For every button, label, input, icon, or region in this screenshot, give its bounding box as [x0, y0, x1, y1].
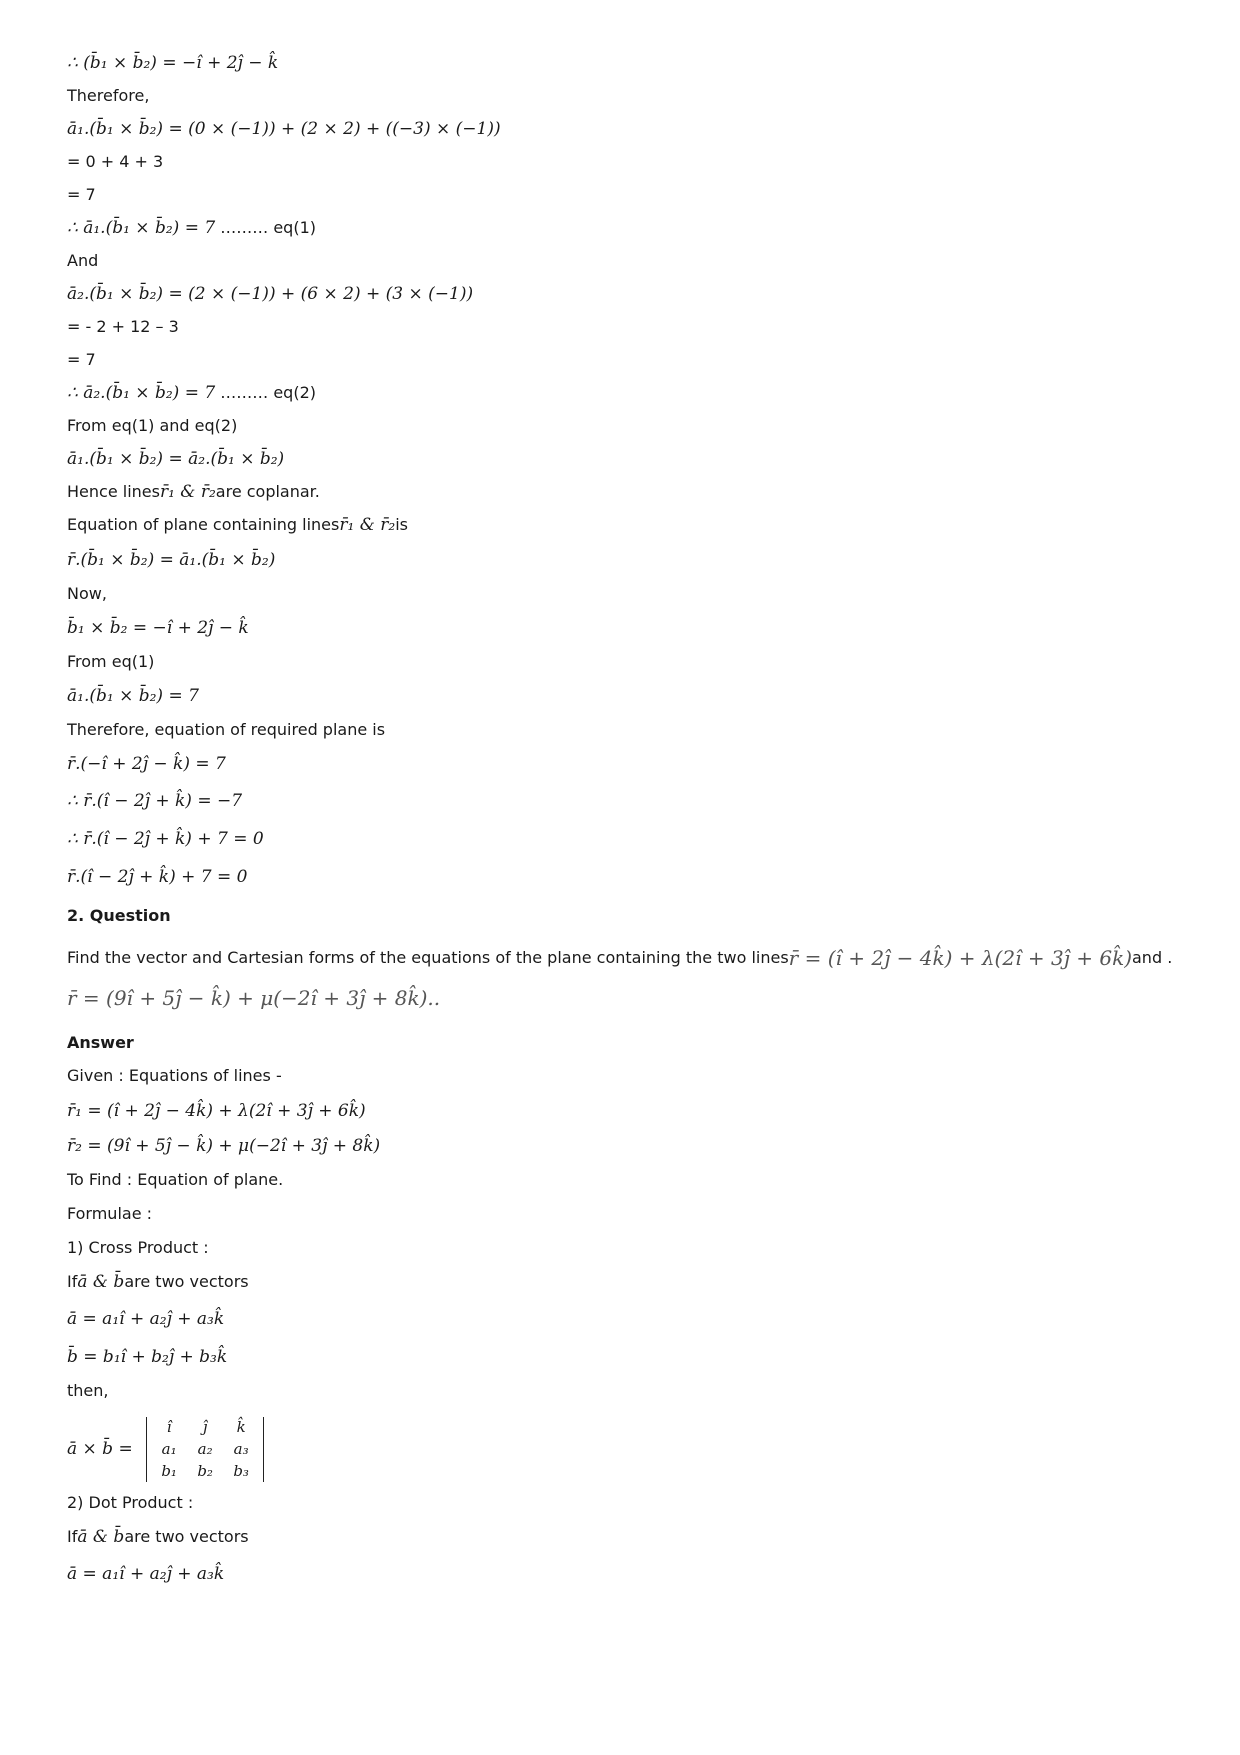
- text: Hence lines: [67, 482, 160, 501]
- matrix-cell: b₁: [161, 1461, 177, 1480]
- math-expression: r̄₁ = (î + 2ĵ − 4k̂) + λ(2î + 3ĵ + 6k̂): [67, 1101, 366, 1121]
- text-line: [67, 1492, 193, 1514]
- matrix-cell: a₃: [233, 1439, 249, 1458]
- matrix-cell: b₂: [197, 1461, 213, 1480]
- inline-math: r̄₁ & r̄₂: [339, 515, 396, 535]
- eq-label: ……… eq(2): [215, 383, 316, 402]
- eq-plane-general: [67, 549, 275, 571]
- text-line: [67, 151, 163, 173]
- text-line: [67, 481, 320, 503]
- text: Equation of plane containing lines: [67, 515, 340, 534]
- math-expression: r̄.(î − 2ĵ + k̂) + 7 = 0: [67, 867, 248, 887]
- line-2-expression: r̄ = (9î + 5ĵ − k̂) + μ(−2î + 3ĵ + 8k̂)..: [67, 986, 441, 1010]
- text-line: [67, 514, 408, 536]
- math-expression: ā = a₁î + a₂ĵ + a₃k̂: [67, 1564, 225, 1584]
- math-expression: ∴ r̄.(î − 2ĵ + k̂) = −7: [67, 791, 243, 811]
- text: is: [395, 515, 408, 534]
- text: = 7: [67, 185, 96, 204]
- eq-a1-value: [67, 685, 199, 707]
- math-expression: ā = a₁î + a₂ĵ + a₃k̂: [67, 1309, 225, 1329]
- determinant-matrix: [146, 1417, 264, 1482]
- text-line: [67, 349, 96, 371]
- eq-1: [67, 217, 316, 239]
- text-line: [67, 651, 154, 673]
- answer-heading: [67, 1032, 134, 1054]
- text: are two vectors: [124, 1272, 249, 1291]
- text: = - 2 + 12 – 3: [67, 317, 179, 336]
- eq-a1-dot: [67, 118, 501, 140]
- text: Now,: [67, 584, 107, 603]
- text: Therefore,: [67, 86, 150, 105]
- matrix-cell: k̂: [236, 1417, 246, 1436]
- eq-r1: [67, 1100, 366, 1122]
- eq-vector-a: [67, 1308, 224, 1330]
- eq-vector-a: [67, 1563, 224, 1585]
- question-line-2: [67, 987, 440, 1009]
- eq-vector-b: [67, 1346, 227, 1368]
- text: then,: [67, 1381, 109, 1400]
- heading: 2. Question: [67, 906, 171, 925]
- text: Therefore, equation of required plane is: [67, 720, 386, 739]
- matrix-cell: a₁: [161, 1439, 177, 1458]
- inline-math: r̄₁ & r̄₂: [159, 482, 216, 502]
- text-line: [67, 85, 149, 107]
- math-expression: ā₁.(b̄₁ × b̄₂) = ā₂.(b̄₁ × b̄₂): [67, 449, 285, 469]
- eq-b1-cross-b2: [67, 52, 278, 74]
- text: From eq(1): [67, 652, 155, 671]
- text-line: [67, 316, 179, 338]
- text: 1) Cross Product :: [67, 1238, 209, 1257]
- text: And: [67, 251, 99, 270]
- math-expression: b̄ = b₁î + b₂ĵ + b₃k̂: [67, 1347, 228, 1367]
- math-expression: r̄₂ = (9î + 5ĵ − k̂) + μ(−2î + 3ĵ + 8k̂): [67, 1136, 381, 1156]
- text: and .: [1132, 948, 1173, 967]
- text-line: [67, 415, 237, 437]
- text: To Find : Equation of plane.: [67, 1170, 284, 1189]
- inline-math: ā & b̄: [77, 1272, 125, 1292]
- eq-label: ……… eq(1): [215, 218, 316, 237]
- eq-plane-3: [67, 828, 264, 850]
- text: If: [67, 1272, 78, 1291]
- text: Formulae :: [67, 1204, 153, 1223]
- text-line: [67, 184, 96, 206]
- math-expression: ā × b̄ =: [67, 1439, 139, 1459]
- line-1-expression: r̄ = (î + 2ĵ − 4k̂) + λ(2î + 3ĵ + 6k̂): [788, 946, 1132, 970]
- matrix-cell: b₃: [233, 1461, 249, 1480]
- text: From eq(1) and eq(2): [67, 416, 238, 435]
- heading: Answer: [67, 1033, 134, 1052]
- text-line: [67, 1271, 249, 1293]
- math-expression: ā₁.(b̄₁ × b̄₂) = (0 × (−1)) + (2 × 2) + ((−3) × (−1)): [67, 119, 501, 139]
- math-expression: r̄.(−î + 2ĵ − k̂) = 7: [67, 754, 226, 774]
- text: = 0 + 4 + 3: [67, 152, 164, 171]
- math-expression: ∴ ā₂.(b̄₁ × b̄₂) = 7: [67, 383, 216, 403]
- text: = 7: [67, 350, 96, 369]
- math-expression: r̄.(b̄₁ × b̄₂) = ā₁.(b̄₁ × b̄₂): [67, 550, 276, 570]
- text-line: [67, 1380, 108, 1402]
- cross-product-determinant: [67, 1414, 264, 1484]
- text-line: [67, 1237, 209, 1259]
- eq-2: [67, 382, 316, 404]
- math-expression: ∴ ā₁.(b̄₁ × b̄₂) = 7: [67, 218, 216, 238]
- eq-a2-dot: [67, 283, 473, 305]
- eq-plane-final: [67, 866, 247, 888]
- text: Given : Equations of lines -: [67, 1066, 282, 1085]
- text: If: [67, 1527, 78, 1546]
- math-expression: ∴ (b̄₁ × b̄₂) = −î + 2ĵ − k̂: [67, 53, 279, 73]
- eq-plane-1: [67, 753, 226, 775]
- text-line: [67, 1169, 283, 1191]
- matrix-cell: î: [166, 1417, 172, 1436]
- question-text: [67, 947, 1172, 969]
- matrix-cell: ĵ: [202, 1417, 208, 1436]
- text: Find the vector and Cartesian forms of the equations of the plane containing the two lines: [67, 948, 789, 967]
- matrix-cell: a₂: [197, 1439, 213, 1458]
- text: 2) Dot Product :: [67, 1493, 194, 1512]
- question-heading: [67, 905, 171, 927]
- text-line: [67, 583, 107, 605]
- text-line: [67, 1203, 152, 1225]
- eq-r2: [67, 1135, 380, 1157]
- text: are coplanar.: [215, 482, 320, 501]
- inline-math: ā & b̄: [77, 1527, 125, 1547]
- eq-equal-dots: [67, 448, 284, 470]
- math-expression: ā₁.(b̄₁ × b̄₂) = 7: [67, 686, 199, 706]
- text-line: [67, 1526, 249, 1548]
- math-expression: ā₂.(b̄₁ × b̄₂) = (2 × (−1)) + (6 × 2) + (3 × (−1)): [67, 284, 474, 304]
- text-line: [67, 1065, 282, 1087]
- text-line: [67, 250, 98, 272]
- text: are two vectors: [124, 1527, 249, 1546]
- math-expression: ∴ r̄.(î − 2ĵ + k̂) + 7 = 0: [67, 829, 264, 849]
- math-expression: b̄₁ × b̄₂ = −î + 2ĵ − k̂: [67, 618, 249, 638]
- text-line: [67, 719, 385, 741]
- eq-plane-2: [67, 790, 242, 812]
- eq-b1-cross-b2: [67, 617, 249, 639]
